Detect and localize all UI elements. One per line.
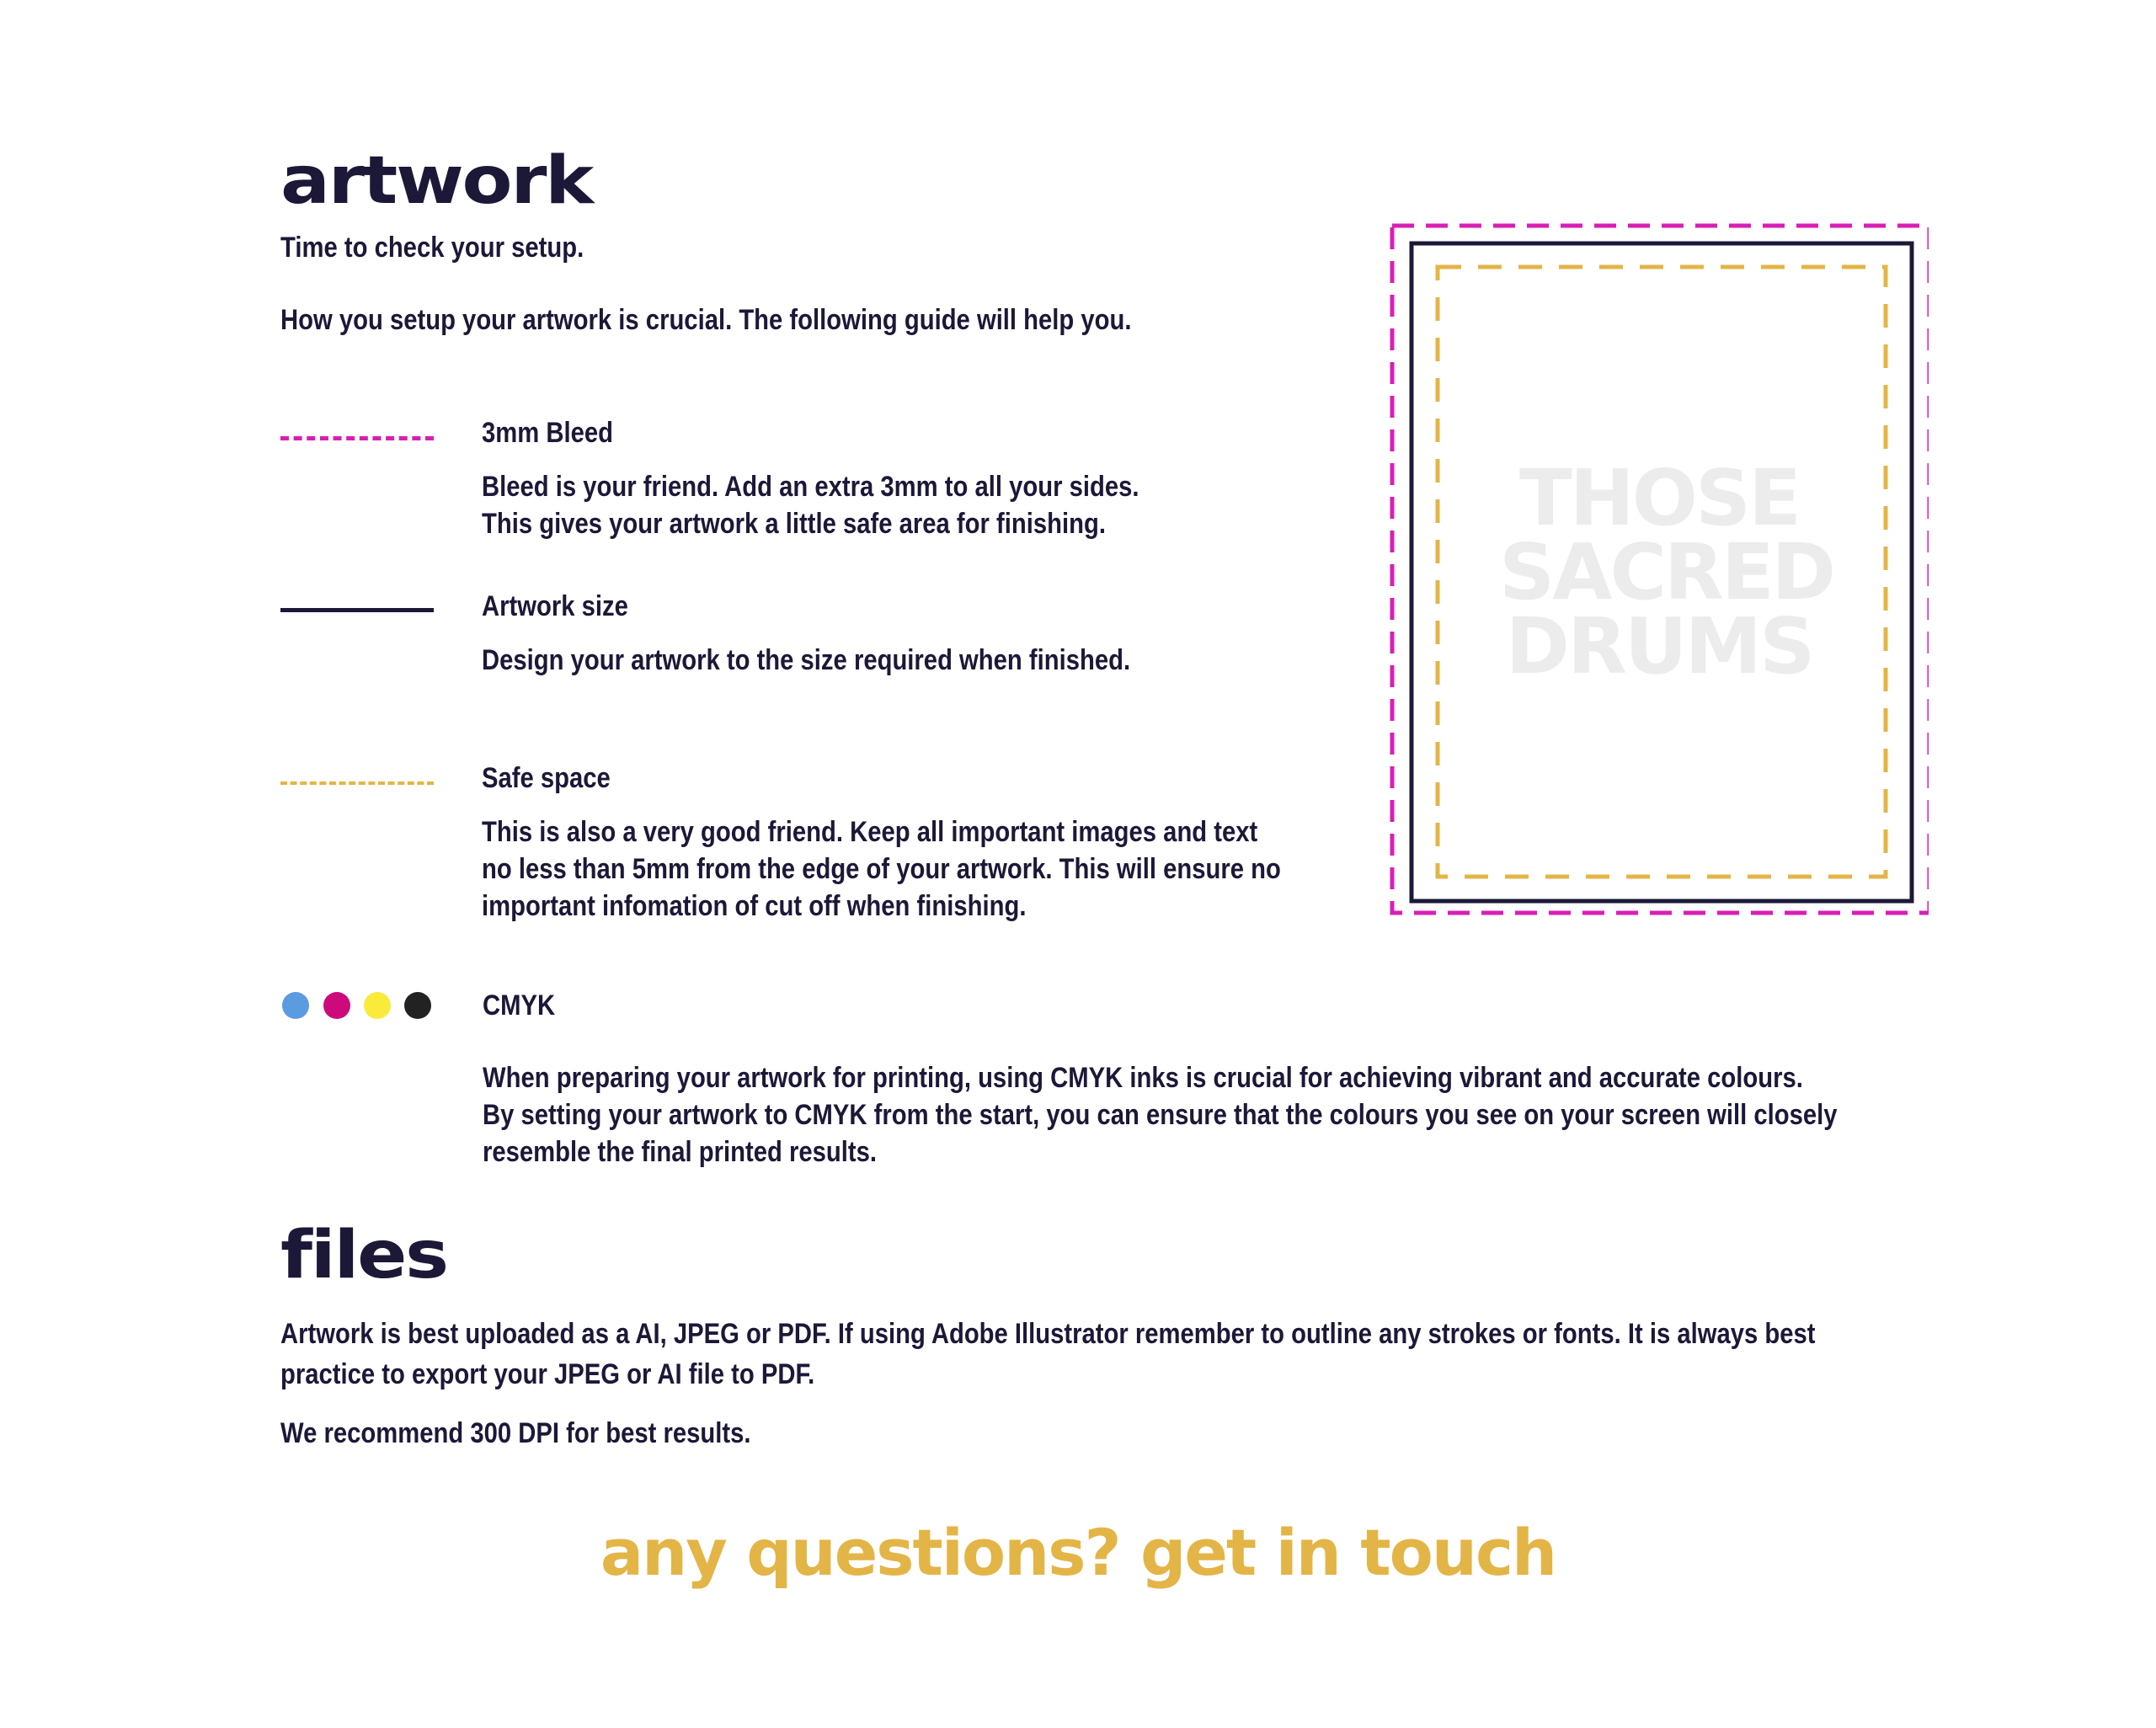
bleed-description xyxy=(482,468,1139,542)
dpi-recommendation: We recommend 300 DPI for best results. xyxy=(280,1417,751,1449)
black-dot xyxy=(404,992,431,1019)
artwork-size-description-line: Design your artwork to the size required when finished. xyxy=(482,644,1131,676)
get-in-touch-link[interactable]: any questions? get in touch xyxy=(600,1515,1556,1590)
artwork-size-legend-line xyxy=(280,608,434,612)
safe-space-legend-line xyxy=(280,781,434,785)
bleed-title: 3mm Bleed xyxy=(482,417,614,449)
files-description-line: practice to export your JPEG or AI file to PDF. xyxy=(280,1358,815,1390)
cmyk-description-line: resemble the final printed results. xyxy=(483,1136,877,1168)
cmyk-title: CMYK xyxy=(483,989,556,1021)
watermark-line: DRUMS xyxy=(1505,601,1813,691)
safe-space-description-line: important infomation of cut off when finishing. xyxy=(482,890,1027,922)
safe-space-description xyxy=(482,813,1281,925)
safe-space-description-line: no less than 5mm from the edge of your artwork. This will ensure no xyxy=(482,853,1281,885)
artwork-heading: artwork xyxy=(280,143,593,219)
cmyk-description xyxy=(483,1059,1838,1171)
those-sacred-drums-watermark xyxy=(1499,453,1834,691)
cmyk-description-line: By setting your artwork to CMYK from the start, you can ensure that the colours you see on your screen will closely xyxy=(483,1099,1838,1131)
watermark-line: SACRED xyxy=(1499,527,1834,617)
cmyk-description-line: When preparing your artwork for printing, using CMYK inks is crucial for achieving vibrant and accurate colours. xyxy=(483,1062,1803,1094)
bleed-description-line: This gives your artwork a little safe area for finishing. xyxy=(482,508,1106,540)
magenta-dot xyxy=(323,992,350,1019)
cyan-dot xyxy=(282,992,309,1019)
artwork-size-title: Artwork size xyxy=(482,590,628,622)
watermark-line: THOSE xyxy=(1518,453,1800,543)
yellow-dot xyxy=(364,992,391,1019)
files-description-line: Artwork is best uploaded as a AI, JPEG or PDF. If using Adobe Illustrator remember to outline any strokes or fonts. It is always best xyxy=(280,1318,1816,1350)
safe-space-title: Safe space xyxy=(482,762,611,794)
safe-space-description-line: This is also a very good friend. Keep all important images and text xyxy=(482,816,1258,848)
artwork-intro: Time to check your setup. xyxy=(280,232,584,264)
files-description xyxy=(280,1314,1816,1395)
bleed-description-line: Bleed is your friend. Add an extra 3mm to all your sides. xyxy=(482,471,1139,503)
artwork-lead: How you setup your artwork is crucial. The following guide will help you. xyxy=(280,304,1132,336)
bleed-legend-line xyxy=(280,436,434,440)
files-heading: files xyxy=(280,1218,447,1293)
artwork-size-description xyxy=(482,642,1130,679)
